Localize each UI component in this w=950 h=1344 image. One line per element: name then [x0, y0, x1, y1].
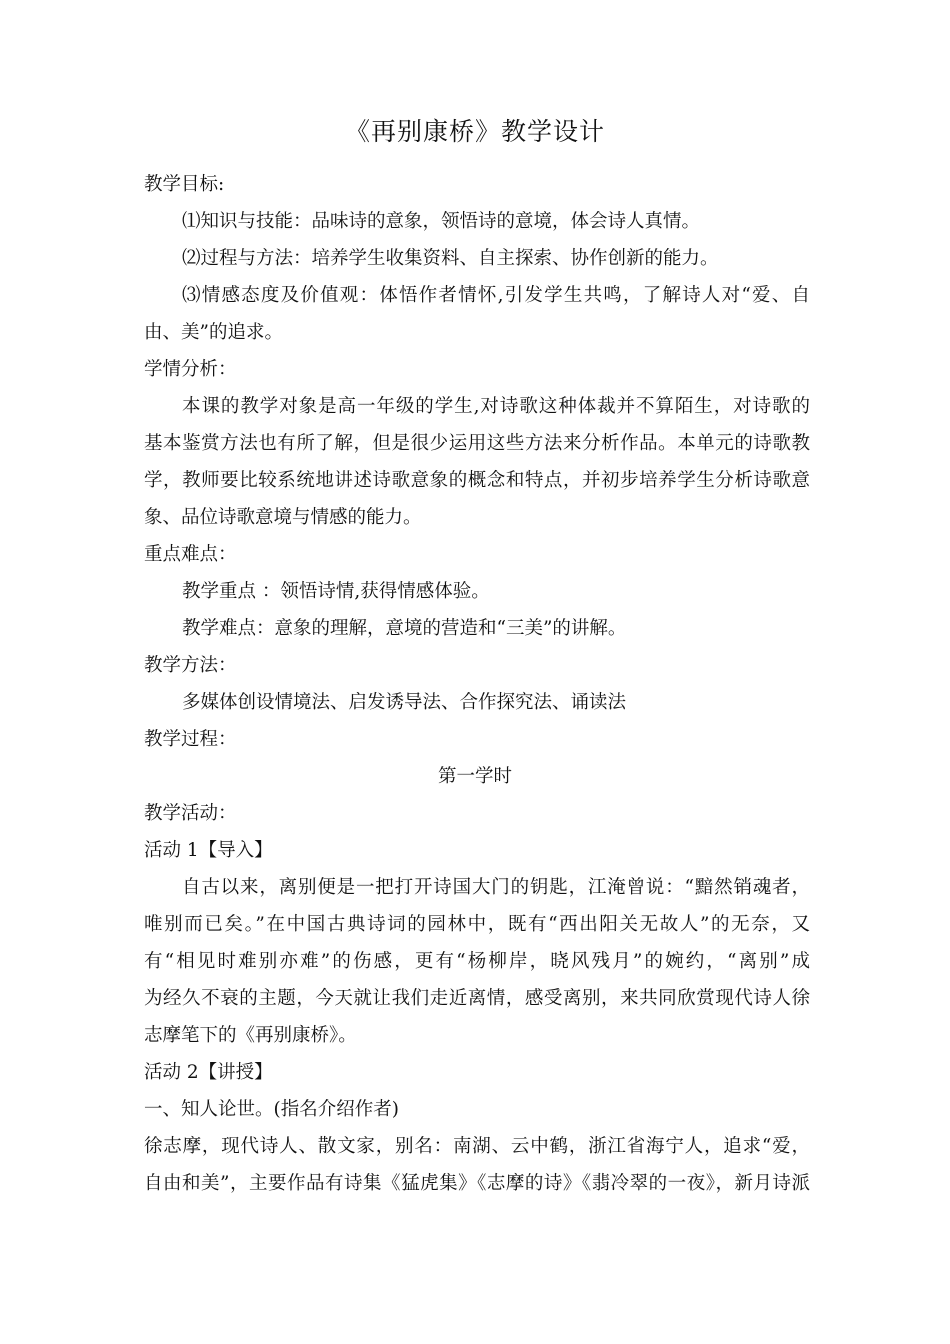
subsection-author-heading: 一、知人论世。(指名介绍作者) — [144, 1099, 399, 1120]
section-heading-analysis: 学情分析： — [144, 359, 237, 380]
key-point: 教学重点 ：领悟诗情,获得情感体验。 — [182, 581, 490, 602]
introduction-paragraph-line: 自古以来，离别便是一把打开诗国大门的钥匙，江淹曾说：“黯然销魂者， — [182, 877, 810, 898]
section-heading-key-points: 重点难点： — [144, 544, 237, 565]
introduction-paragraph-line: 唯别而已矣。”在中国古典诗词的园林中，既有“西出阳关无故人”的无奈，又 — [144, 914, 810, 935]
author-paragraph-line: 徐志摩，现代诗人、散文家，别名：南湖、云中鹤，浙江省海宁人，追求“爱， — [144, 1136, 810, 1157]
section-heading-process: 教学过程： — [144, 729, 237, 750]
analysis-paragraph-line: 基本鉴赏方法也有所了解，但是很少运用这些方法来分析作品。本单元的诗歌教 — [144, 433, 810, 454]
difficult-point: 教学难点：意象的理解，意境的营造和“三美”的讲解。 — [182, 618, 627, 639]
introduction-paragraph-line: 有“相见时难别亦难”的伤感，更有“杨柳岸，晓风残月”的婉约，“离别”成 — [144, 951, 810, 972]
author-paragraph-line: 自由和美”，主要作品有诗集《猛虎集》《志摩的诗》《翡冷翠的一夜》，新月诗派 — [144, 1173, 810, 1194]
objective-knowledge: ⑴知识与技能：品味诗的意象，领悟诗的意境，体会诗人真情。 — [182, 211, 701, 232]
introduction-paragraph-line: 志摩笔下的《再别康桥》。 — [144, 1025, 357, 1046]
section-heading-activities: 教学活动： — [144, 803, 237, 824]
objective-attitude-cont: 由、美”的追求。 — [144, 322, 283, 343]
activity-2-heading: 活动 2【讲授】 — [144, 1062, 273, 1083]
document-title: 《再别康桥》教学设计 — [344, 117, 605, 146]
objective-attitude: ⑶情感态度及价值观：体悟作者情怀,引发学生共鸣，了解诗人对“爱、自 — [182, 285, 810, 306]
lesson-period-heading: 第一学时 — [437, 766, 512, 787]
objective-process: ⑵过程与方法：培养学生收集资料、自主探索、协作创新的能力。 — [182, 248, 719, 269]
methods-list: 多媒体创设情境法、启发诱导法、合作探究法、诵读法 — [182, 692, 627, 713]
analysis-paragraph-line: 象、品位诗歌意境与情感的能力。 — [144, 507, 422, 528]
section-heading-methods: 教学方法： — [144, 655, 237, 676]
section-heading-objectives: 教学目标: — [144, 174, 225, 195]
analysis-paragraph-line: 本课的教学对象是高一年级的学生,对诗歌这种体裁并不算陌生，对诗歌的 — [182, 396, 810, 417]
introduction-paragraph-line: 为经久不衰的主题，今天就让我们走近离情，感受离别，来共同欣赏现代诗人徐 — [144, 988, 810, 1009]
activity-1-heading: 活动 1【导入】 — [144, 840, 273, 861]
analysis-paragraph-line: 学，教师要比较系统地讲述诗歌意象的概念和特点，并初步培养学生分析诗歌意 — [144, 470, 810, 491]
